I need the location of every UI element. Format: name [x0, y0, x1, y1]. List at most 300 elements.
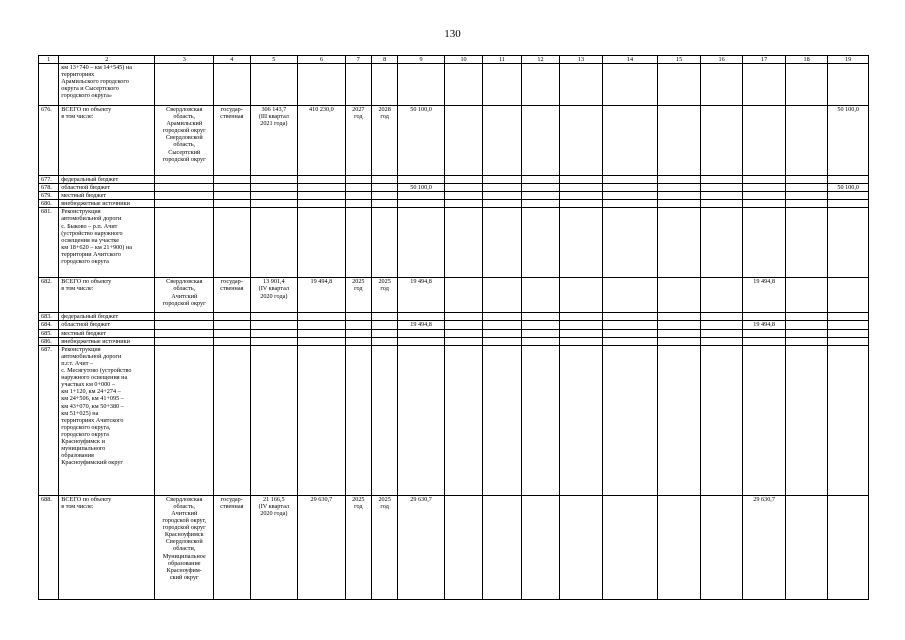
header-cell: 18	[785, 56, 828, 64]
table-cell	[785, 176, 828, 184]
table-cell	[398, 200, 445, 208]
table-cell	[345, 208, 371, 278]
table-cell	[658, 176, 701, 184]
table-cell	[483, 495, 521, 599]
table-cell	[298, 337, 346, 345]
table-cell	[398, 64, 445, 106]
table-cell	[345, 345, 371, 495]
table-row	[39, 495, 869, 599]
table-cell	[700, 345, 743, 495]
table-cell: внебюджетные источники	[59, 337, 155, 345]
table-cell	[250, 337, 298, 345]
table-cell	[298, 64, 346, 106]
table-cell	[828, 345, 869, 495]
table-cell	[602, 208, 658, 278]
table-cell: ВСЕГО по объекту в том числе:	[59, 106, 155, 176]
table-cell	[345, 184, 371, 192]
table-cell	[521, 278, 559, 313]
table-cell	[483, 106, 521, 176]
table-cell	[785, 345, 828, 495]
table-cell	[521, 345, 559, 495]
table-cell: 29 630,7	[298, 495, 346, 599]
table-cell	[700, 184, 743, 192]
header-cell: 7	[345, 56, 371, 64]
header-cell: 19	[828, 56, 869, 64]
table-cell	[214, 176, 250, 184]
table-cell	[345, 313, 371, 321]
table-cell: федеральный бюджет	[59, 313, 155, 321]
table-cell: 682.	[39, 278, 59, 313]
table-cell: 684.	[39, 321, 59, 329]
table-cell	[700, 64, 743, 106]
table-cell	[658, 313, 701, 321]
table-cell	[250, 200, 298, 208]
table-cell	[345, 337, 371, 345]
header-cell: 1	[39, 56, 59, 64]
table-cell	[828, 208, 869, 278]
table-cell	[345, 321, 371, 329]
table-cell: 50 100,0	[398, 184, 445, 192]
table-cell	[521, 192, 559, 200]
table-cell	[483, 313, 521, 321]
table-cell	[700, 313, 743, 321]
table-cell: 683.	[39, 313, 59, 321]
table-cell	[155, 192, 214, 200]
table-cell	[743, 313, 786, 321]
table-cell	[345, 64, 371, 106]
table-cell	[521, 176, 559, 184]
table-cell: 21 166,5 (IV квартал 2020 года)	[250, 495, 298, 599]
table-cell	[155, 200, 214, 208]
table-row	[39, 337, 869, 345]
table-cell: 19 494,8	[398, 321, 445, 329]
table-cell	[560, 345, 603, 495]
table-cell: государ- ственная	[214, 495, 250, 599]
table-cell	[444, 184, 482, 192]
page-number: 130	[444, 28, 461, 40]
table-cell: местный бюджет	[59, 329, 155, 337]
table-cell	[444, 192, 482, 200]
table-cell	[602, 200, 658, 208]
table-cell	[521, 106, 559, 176]
table-row	[39, 176, 869, 184]
table-cell	[345, 192, 371, 200]
table-cell	[560, 64, 603, 106]
table-cell: Свердловская область, Арамильский городской округ Свердловской область, Сысертский городской округ	[155, 106, 214, 176]
table-cell	[444, 329, 482, 337]
table-cell	[785, 329, 828, 337]
table-cell	[743, 208, 786, 278]
table-cell: областной бюджет	[59, 184, 155, 192]
table-cell: областной бюджет	[59, 321, 155, 329]
table-cell	[483, 200, 521, 208]
table-cell	[743, 337, 786, 345]
table-cell	[371, 176, 397, 184]
table-cell	[828, 337, 869, 345]
table-cell	[398, 192, 445, 200]
table-cell	[743, 184, 786, 192]
table-cell	[483, 64, 521, 106]
table-cell	[298, 313, 346, 321]
table-cell: Свердловская область, Ачитский городской округ, городской округ Красноуфимск Свердловской области, Муниципальное образование Красноуфим- ский округ	[155, 495, 214, 599]
table-cell	[444, 176, 482, 184]
table-cell	[743, 176, 786, 184]
table-cell	[602, 313, 658, 321]
table-cell	[39, 64, 59, 106]
table-cell: 50 100,0	[828, 106, 869, 176]
table-cell: 687.	[39, 345, 59, 495]
table-cell	[658, 192, 701, 200]
table-cell: Свердловская область, Ачитский городской округ	[155, 278, 214, 313]
table-cell	[658, 278, 701, 313]
table-row	[39, 184, 869, 192]
table-cell	[828, 176, 869, 184]
table-cell	[560, 278, 603, 313]
table-cell: 2025 год	[345, 278, 371, 313]
table-cell: 50 100,0	[398, 106, 445, 176]
table-cell	[155, 321, 214, 329]
table-row	[39, 208, 869, 278]
table-cell: 685.	[39, 329, 59, 337]
table-cell: ВСЕГО по объекту в том числе:	[59, 278, 155, 313]
table-cell: 50 100,0	[828, 184, 869, 192]
table-cell	[700, 200, 743, 208]
table-row	[39, 329, 869, 337]
table-cell	[785, 200, 828, 208]
table-cell	[250, 329, 298, 337]
table-cell	[298, 200, 346, 208]
table-cell	[743, 329, 786, 337]
table-cell: 19 494,8	[398, 278, 445, 313]
table-cell	[602, 278, 658, 313]
table-cell	[560, 200, 603, 208]
header-cell: 9	[398, 56, 445, 64]
table-cell	[444, 106, 482, 176]
table-cell: 306 143,7 (III квартал 2021 года)	[250, 106, 298, 176]
table-cell	[743, 106, 786, 176]
table-cell	[560, 329, 603, 337]
table-cell	[602, 176, 658, 184]
table-cell	[298, 176, 346, 184]
table-cell	[602, 321, 658, 329]
table-cell: 676.	[39, 106, 59, 176]
table-cell	[521, 329, 559, 337]
table-cell	[371, 345, 397, 495]
header-cell: 11	[483, 56, 521, 64]
table-cell	[444, 321, 482, 329]
table-cell	[398, 208, 445, 278]
table-cell	[298, 184, 346, 192]
table-cell	[214, 200, 250, 208]
table-cell	[155, 329, 214, 337]
header-cell: 15	[658, 56, 701, 64]
table-cell	[250, 192, 298, 200]
table-cell: Реконструкция автомобильной дороги п.г.т. Ачит – с. Месягутово (устройство наружного освещения на участках км 0+000 – км 1+120, км 24+274 – км 24+506, км 41+095 – км 43+070, км 50+380 – км 51+025) на территориях Ачитского городского округа, городского округа Красноуфимск и муниципального образования Красноуфимский округ	[59, 345, 155, 495]
table-cell	[602, 64, 658, 106]
table-cell	[298, 208, 346, 278]
table-cell	[483, 337, 521, 345]
table-cell	[371, 337, 397, 345]
table-cell	[214, 345, 250, 495]
table-cell	[250, 321, 298, 329]
table-cell	[483, 208, 521, 278]
table-cell	[398, 337, 445, 345]
table-cell	[250, 64, 298, 106]
header-cell: 2	[59, 56, 155, 64]
table-cell	[700, 321, 743, 329]
table-cell: ВСЕГО по объекту в том числе:	[59, 495, 155, 599]
table-cell	[371, 184, 397, 192]
budget-table	[38, 55, 869, 600]
table-cell	[398, 329, 445, 337]
table-row	[39, 192, 869, 200]
table-cell	[371, 313, 397, 321]
table-cell: федеральный бюджет	[59, 176, 155, 184]
table-cell	[250, 208, 298, 278]
table-cell	[444, 200, 482, 208]
table-cell	[700, 176, 743, 184]
table-row	[39, 321, 869, 329]
table-cell	[785, 192, 828, 200]
table-cell	[602, 192, 658, 200]
table-cell	[658, 184, 701, 192]
table-cell	[371, 192, 397, 200]
table-cell	[214, 337, 250, 345]
table-cell	[444, 313, 482, 321]
table-cell	[700, 192, 743, 200]
header-cell: 4	[214, 56, 250, 64]
table-cell	[250, 176, 298, 184]
table-cell: 680.	[39, 200, 59, 208]
table-row	[39, 200, 869, 208]
table-cell: 681.	[39, 208, 59, 278]
table-cell	[560, 321, 603, 329]
table-cell	[602, 106, 658, 176]
table-cell	[214, 208, 250, 278]
table-cell	[214, 321, 250, 329]
table-cell: 410 230,0	[298, 106, 346, 176]
table-cell	[371, 200, 397, 208]
table-cell	[700, 278, 743, 313]
table-cell	[700, 495, 743, 599]
table-cell	[785, 208, 828, 278]
table-cell	[521, 337, 559, 345]
table-cell	[444, 345, 482, 495]
table-cell: 679.	[39, 192, 59, 200]
header-cell: 6	[298, 56, 346, 64]
table-row	[39, 278, 869, 313]
header-cell: 12	[521, 56, 559, 64]
table-cell	[444, 495, 482, 599]
table-cell	[560, 184, 603, 192]
table-cell: 677.	[39, 176, 59, 184]
table-cell	[658, 337, 701, 345]
table-cell	[602, 329, 658, 337]
table-cell	[560, 176, 603, 184]
table-cell	[785, 337, 828, 345]
table-cell: местный бюджет	[59, 192, 155, 200]
table-cell: 29 630,7	[398, 495, 445, 599]
table-cell: 2028 год	[371, 106, 397, 176]
table-cell	[483, 278, 521, 313]
table-cell	[398, 176, 445, 184]
table-row	[39, 106, 869, 176]
table-cell	[521, 208, 559, 278]
table-cell	[298, 345, 346, 495]
table-cell	[214, 313, 250, 321]
table-cell	[785, 313, 828, 321]
header-cell: 3	[155, 56, 214, 64]
header-cell: 10	[444, 56, 482, 64]
table-cell: 2025 год	[371, 495, 397, 599]
table-cell	[560, 495, 603, 599]
table-cell	[444, 64, 482, 106]
table-cell	[398, 313, 445, 321]
table-cell: 19 494,8	[743, 321, 786, 329]
table-cell	[828, 495, 869, 599]
table-cell	[658, 208, 701, 278]
table-cell	[483, 176, 521, 184]
table-cell	[250, 313, 298, 321]
table-cell	[658, 329, 701, 337]
table-cell	[345, 176, 371, 184]
table-cell	[602, 495, 658, 599]
table-cell	[560, 192, 603, 200]
table-cell	[444, 337, 482, 345]
table-cell	[371, 208, 397, 278]
table-cell: 686.	[39, 337, 59, 345]
table-cell	[155, 184, 214, 192]
table-cell	[700, 208, 743, 278]
table-cell	[700, 337, 743, 345]
table-cell	[658, 106, 701, 176]
header-cell: 8	[371, 56, 397, 64]
table-cell	[658, 495, 701, 599]
table-cell	[828, 321, 869, 329]
table-cell	[785, 321, 828, 329]
header-cell: 5	[250, 56, 298, 64]
table-cell	[155, 208, 214, 278]
table-cell: 13 901,4 (IV квартал 2020 года)	[250, 278, 298, 313]
table-cell: 29 630,7	[743, 495, 786, 599]
table-cell	[521, 313, 559, 321]
table-cell	[560, 313, 603, 321]
table-cell: км 13+740 – км 14+545) на территориях Арамильского городского округа и Сысертского городского округа»	[59, 64, 155, 106]
table-cell: 678.	[39, 184, 59, 192]
table-cell	[785, 106, 828, 176]
table-cell	[298, 192, 346, 200]
header-cell: 14	[602, 56, 658, 64]
table-cell	[483, 184, 521, 192]
table-cell	[700, 329, 743, 337]
table-row	[39, 64, 869, 106]
table-cell	[483, 329, 521, 337]
table-cell: государ- ственная	[214, 106, 250, 176]
table-cell	[214, 184, 250, 192]
table-cell	[743, 345, 786, 495]
table-cell	[560, 106, 603, 176]
table-cell	[398, 345, 445, 495]
table-cell: внебюджетные источники	[59, 200, 155, 208]
table-cell	[602, 337, 658, 345]
table-cell	[214, 329, 250, 337]
table-cell	[521, 184, 559, 192]
table-cell	[345, 329, 371, 337]
table-cell	[155, 176, 214, 184]
header-cell: 17	[743, 56, 786, 64]
table-cell	[785, 184, 828, 192]
table-cell	[828, 200, 869, 208]
table-row	[39, 345, 869, 495]
table-cell	[483, 192, 521, 200]
table-cell: государ- ственная	[214, 278, 250, 313]
table-cell	[743, 64, 786, 106]
table-cell	[560, 337, 603, 345]
table-cell	[700, 106, 743, 176]
table-cell	[828, 329, 869, 337]
header-cell: 13	[560, 56, 603, 64]
header-row	[39, 56, 869, 64]
table-cell	[298, 329, 346, 337]
table-cell: Реконструкция автомобильной дороги с. Быково – р.п. Ачит (устройство наружного освещения на участке км 18+620 – км 21+900) на территории Ачитского городского округа	[59, 208, 155, 278]
table-cell: 688.	[39, 495, 59, 599]
table-cell	[658, 345, 701, 495]
table-cell	[214, 192, 250, 200]
table-cell	[250, 345, 298, 495]
table-cell	[828, 64, 869, 106]
table-cell	[785, 278, 828, 313]
table-cell: 2027 год	[345, 106, 371, 176]
table-cell: 2025 год	[345, 495, 371, 599]
table-cell	[521, 321, 559, 329]
table-cell	[743, 192, 786, 200]
table-cell	[828, 313, 869, 321]
table-cell	[250, 184, 298, 192]
table-cell	[602, 345, 658, 495]
table-cell	[155, 337, 214, 345]
table-cell	[658, 321, 701, 329]
table-cell	[743, 200, 786, 208]
table-cell	[785, 495, 828, 599]
header-cell: 16	[700, 56, 743, 64]
table-cell	[155, 64, 214, 106]
table-cell	[345, 200, 371, 208]
table-cell	[828, 192, 869, 200]
table-cell: 19 494,8	[298, 278, 346, 313]
table-cell	[521, 200, 559, 208]
table-cell	[602, 184, 658, 192]
table-cell	[155, 345, 214, 495]
table-cell	[214, 64, 250, 106]
table-cell	[444, 278, 482, 313]
table-cell: 2025 год	[371, 278, 397, 313]
table-cell	[371, 64, 397, 106]
table-cell	[828, 278, 869, 313]
table-cell: 19 494,8	[743, 278, 786, 313]
table-cell	[371, 329, 397, 337]
table-row	[39, 313, 869, 321]
table-cell	[155, 313, 214, 321]
table-cell	[785, 64, 828, 106]
table-cell	[658, 200, 701, 208]
table-cell	[444, 208, 482, 278]
table-cell	[371, 321, 397, 329]
table-cell	[521, 495, 559, 599]
table-cell	[483, 345, 521, 495]
table-cell	[658, 64, 701, 106]
table-cell	[483, 321, 521, 329]
table-cell	[560, 208, 603, 278]
